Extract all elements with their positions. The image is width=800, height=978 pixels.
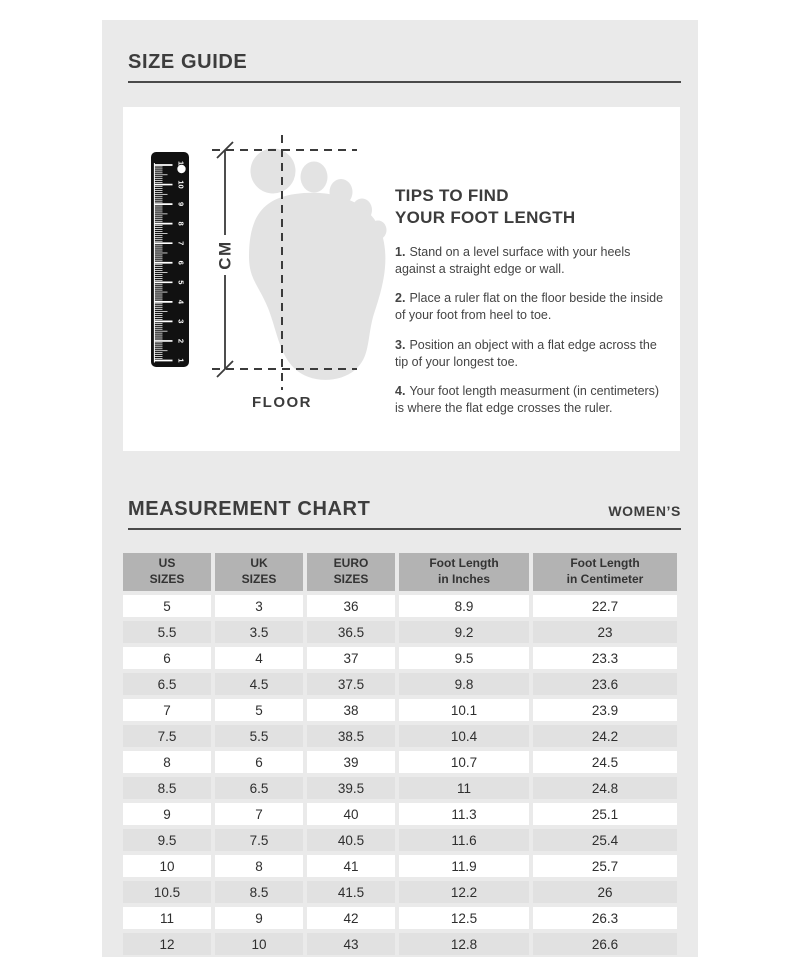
size-cell: 7 [215, 803, 303, 825]
svg-text:11: 11 [176, 161, 186, 169]
tips-heading-line1: TIPS TO FIND [395, 186, 509, 205]
size-cell: 5 [215, 699, 303, 721]
size-cell: 11.6 [399, 829, 529, 851]
size-cell: 23 [533, 621, 677, 643]
size-cell: 10.5 [123, 881, 211, 903]
svg-text:10: 10 [176, 180, 186, 189]
size-cell: 37.5 [307, 673, 395, 695]
svg-text:9: 9 [176, 202, 186, 207]
size-cell: 26 [533, 881, 677, 903]
size-cell: 3.5 [215, 621, 303, 643]
svg-text:6: 6 [176, 260, 186, 265]
size-cell: 25.7 [533, 855, 677, 877]
size-cell: 22.7 [533, 595, 677, 617]
size-row [123, 855, 677, 877]
floor-label: FLOOR [252, 394, 312, 411]
measurement-chart-title: MEASUREMENT CHART [128, 498, 371, 520]
size-cell: 10 [123, 855, 211, 877]
column-header: UK SIZES [215, 553, 303, 591]
size-cell: 9.5 [399, 647, 529, 669]
size-cell: 36 [307, 595, 395, 617]
size-cell: 26.6 [533, 933, 677, 955]
size-cell: 9 [123, 803, 211, 825]
size-cell: 43 [307, 933, 395, 955]
size-row [123, 647, 677, 669]
tip-item-3: 3. Position an object with a flat edge across the tip of your longest toe. [395, 337, 657, 369]
svg-text:3: 3 [176, 319, 186, 324]
size-cell: 7.5 [123, 725, 211, 747]
measurement-chart-divider [128, 528, 681, 530]
size-cell: 11.9 [399, 855, 529, 877]
size-cell: 39 [307, 751, 395, 773]
size-cell: 11 [399, 777, 529, 799]
size-cell: 6 [123, 647, 211, 669]
measurement-chart-table [119, 549, 681, 959]
size-row [123, 907, 677, 929]
tips-heading [395, 185, 671, 229]
size-cell: 24.5 [533, 751, 677, 773]
womens-category-label: WOMEN’S [608, 503, 681, 519]
svg-text:4: 4 [176, 299, 186, 304]
svg-text:2: 2 [176, 338, 186, 344]
size-cell: 6 [215, 751, 303, 773]
size-cell: 38.5 [307, 725, 395, 747]
size-cell: 8 [215, 855, 303, 877]
tip-item-1: 1. Stand on a level surface with your heels against a straight edge or wall. [395, 244, 631, 276]
size-cell: 10.4 [399, 725, 529, 747]
size-cell: 9 [215, 907, 303, 929]
size-cell: 5 [123, 595, 211, 617]
size-cell: 9.5 [123, 829, 211, 851]
tips-heading-line2: YOUR FOOT LENGTH [395, 207, 576, 227]
size-cell: 3 [215, 595, 303, 617]
column-header: Foot Length in Inches [399, 553, 529, 591]
size-cell: 8.9 [399, 595, 529, 617]
size-cell: 10.7 [399, 751, 529, 773]
size-cell: 37 [307, 647, 395, 669]
size-cell: 12 [123, 933, 211, 955]
tip-item-2: 2. Place a ruler flat on the floor beside the inside of your foot from heel to toe. [395, 291, 664, 323]
size-cell: 41 [307, 855, 395, 877]
tips-section [395, 185, 671, 418]
size-cell: 23.3 [533, 647, 677, 669]
size-row [123, 829, 677, 851]
size-cell: 9.8 [399, 673, 529, 695]
size-cell: 24.8 [533, 777, 677, 799]
size-cell: 8 [123, 751, 211, 773]
size-cell: 24.2 [533, 725, 677, 747]
tip-item-4: 4. Your foot length measurment (in centimeters) is where the flat edge crosses the ruler. [395, 384, 660, 416]
size-row [123, 881, 677, 903]
svg-text:8: 8 [176, 221, 186, 226]
size-cell: 36.5 [307, 621, 395, 643]
size-cell: 25.1 [533, 803, 677, 825]
size-cell: 7 [123, 699, 211, 721]
foot-measurement-illustration [123, 107, 680, 451]
size-row [123, 621, 677, 643]
size-cell: 25.4 [533, 829, 677, 851]
svg-text:5: 5 [176, 280, 186, 285]
size-cell: 12.2 [399, 881, 529, 903]
column-header: Foot Length in Centimeter [533, 553, 677, 591]
ruler-icon [151, 152, 189, 367]
size-cell: 12.5 [399, 907, 529, 929]
size-cell: 40.5 [307, 829, 395, 851]
size-cell: 7.5 [215, 829, 303, 851]
svg-text:1: 1 [176, 358, 186, 363]
size-guide-panel [102, 20, 698, 957]
size-row [123, 803, 677, 825]
size-cell: 8.5 [215, 881, 303, 903]
size-cell: 11.3 [399, 803, 529, 825]
size-cell: 42 [307, 907, 395, 929]
size-cell: 12.8 [399, 933, 529, 955]
size-row [123, 725, 677, 747]
size-cell: 9.2 [399, 621, 529, 643]
size-guide-title: SIZE GUIDE [128, 51, 248, 73]
size-cell: 39.5 [307, 777, 395, 799]
size-cell: 6.5 [215, 777, 303, 799]
size-row [123, 751, 677, 773]
size-cell: 11 [123, 907, 211, 929]
size-cell: 26.3 [533, 907, 677, 929]
column-header: EURO SIZES [307, 553, 395, 591]
size-row [123, 777, 677, 799]
size-cell: 38 [307, 699, 395, 721]
foot-outline-icon [249, 149, 387, 380]
size-guide-divider [128, 81, 681, 83]
column-header: US SIZES [123, 553, 211, 591]
size-cell: 23.6 [533, 673, 677, 695]
svg-text:7: 7 [176, 241, 186, 246]
size-cell: 5.5 [123, 621, 211, 643]
size-cell: 10 [215, 933, 303, 955]
size-cell: 4.5 [215, 673, 303, 695]
size-cell: 23.9 [533, 699, 677, 721]
size-cell: 5.5 [215, 725, 303, 747]
size-cell: 40 [307, 803, 395, 825]
table-header-row [123, 553, 677, 591]
size-cell: 6.5 [123, 673, 211, 695]
size-cell: 4 [215, 647, 303, 669]
size-cell: 8.5 [123, 777, 211, 799]
size-row [123, 933, 677, 955]
size-cell: 10.1 [399, 699, 529, 721]
size-row [123, 595, 677, 617]
size-row [123, 699, 677, 721]
cm-axis-label: CM [215, 240, 235, 270]
size-row [123, 673, 677, 695]
size-cell: 41.5 [307, 881, 395, 903]
